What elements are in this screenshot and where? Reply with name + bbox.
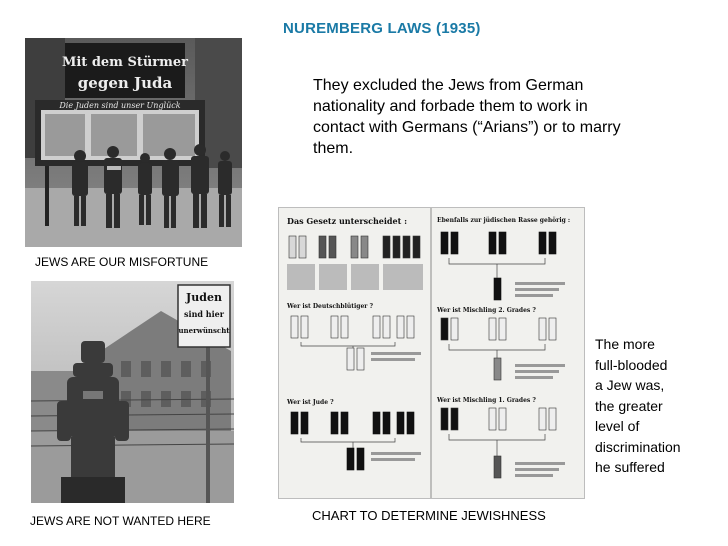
caption-chart: CHART TO DETERMINE JEWISHNESS	[312, 508, 546, 523]
stuermer-sign-line2: gegen Juda	[77, 74, 173, 92]
side-note-line: The more	[595, 336, 655, 352]
chart-q-deutschbluetiger: Wer ist Deutschblütiger ?	[287, 303, 374, 310]
unwanted-sign-line1: Juden	[186, 291, 222, 304]
chart-q-mischling1: Wer ist Mischling 1. Grades ?	[437, 397, 536, 404]
caption-photo-stuermer: JEWS ARE OUR MISFORTUNE	[35, 255, 209, 269]
jewishness-chart-graphic	[279, 208, 584, 498]
page-title: NUREMBERG LAWS (1935)	[283, 20, 481, 37]
caption-photo-unwanted: JEWS ARE NOT WANTED HERE	[30, 514, 211, 528]
stuermer-board-text: Die Juden sind unser Unglück	[59, 101, 181, 110]
unwanted-sign-line3: unerwünscht	[178, 326, 230, 335]
photo-unwanted-sign	[31, 281, 234, 503]
side-note-line: a Jew was,	[595, 377, 665, 393]
unwanted-sign-line2: sind hier	[184, 309, 224, 319]
photo-stuermer-board	[25, 38, 242, 247]
side-note-line: discrimination	[595, 438, 681, 455]
stuermer-sign-line1: Mit dem Stürmer	[61, 55, 189, 70]
chart-left-heading: Das Gesetz unterscheidet :	[287, 216, 408, 226]
chart-q-mischling2: Wer ist Mischling 2. Grades ?	[437, 307, 536, 314]
chart-right-heading: Ebenfalls zur jüdischen Rasse gehörig :	[437, 217, 571, 224]
photo-stuermer-image	[25, 38, 242, 247]
jewishness-chart-image	[278, 207, 585, 499]
chart-q-jude: Wer ist Jude ?	[287, 399, 334, 406]
side-note-line: he suffered	[595, 459, 665, 475]
photo-unwanted-image	[31, 281, 234, 503]
side-note	[595, 334, 705, 478]
side-note-line: the greater	[595, 397, 663, 414]
side-note-line: level of	[595, 418, 640, 434]
intro-paragraph: They excluded the Jews from German nationality and forbade them to work in contact with Germans (“Arians”) or to marry them.	[313, 77, 621, 157]
side-note-line: full-blooded	[595, 356, 668, 373]
